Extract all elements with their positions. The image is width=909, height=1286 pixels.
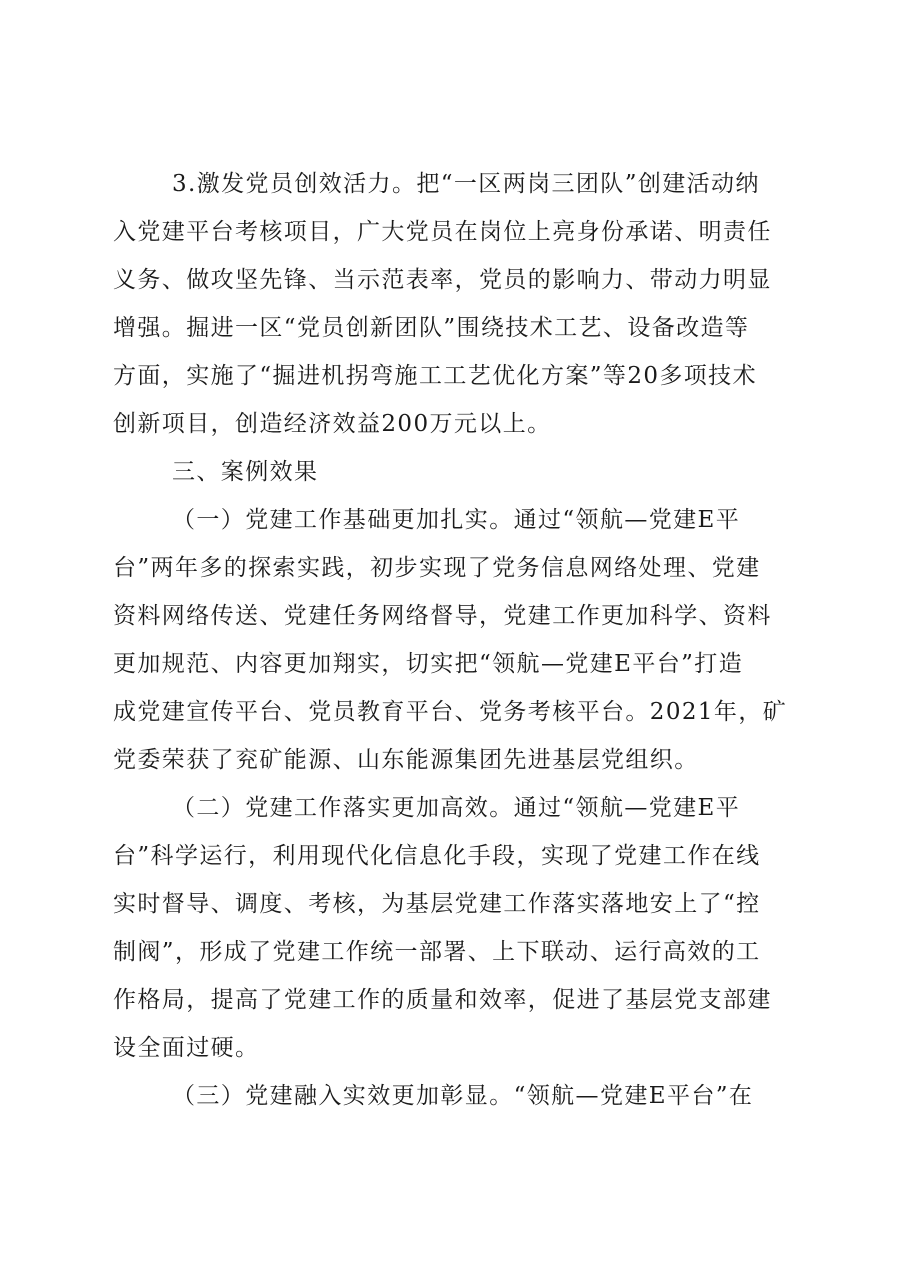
paragraph-line: 制阀”，形成了党建工作统一部署、上下联动、运行高效的工: [113, 939, 761, 965]
paragraph-line: 方面，实施了“掘进机拐弯施工工艺优化方案”等20多项技术: [113, 363, 757, 389]
paragraph-line: 党委荣获了兖矿能源、山东能源集团先进基层党组织。: [113, 747, 699, 773]
paragraph-line: 创新项目，创造经济效益200万元以上。: [113, 411, 552, 437]
paragraph-line: 成党建宣传平台、党员教育平台、党务考核平台。2021年，矿: [113, 699, 788, 725]
paragraph-line: 资料网络传送、党建任务网络督导，党建工作更加科学、资料: [113, 603, 772, 629]
paragraph-line: 义务、做攻坚先锋、当示范表率，党员的影响力、带动力明显: [113, 267, 772, 293]
paragraph-line: （三）党建融入实效更加彰显。“领航—党建E平台”在: [172, 1083, 754, 1109]
paragraph-line: 增强。掘进一区“党员创新团队”围绕技术工艺、设备改造等: [113, 315, 750, 341]
paragraph-line: 设全面过硬。: [113, 1035, 260, 1061]
paragraph-line: 更加规范、内容更加翔实，切实把“领航—党建E平台”打造: [113, 651, 744, 677]
paragraph-line: （二）党建工作落实更加高效。通过“领航—党建E平: [172, 795, 741, 821]
paragraph-line: （一）党建工作基础更加扎实。通过“领航—党建E平: [172, 507, 741, 533]
section-heading: 三、案例效果: [172, 459, 319, 485]
paragraph-line: 3.激发党员创效活力。把“一区两岗三团队”创建活动纳: [172, 171, 760, 197]
paragraph-line: 台”两年多的探索实践，初步实现了党务信息网络处理、党建: [113, 555, 761, 581]
paragraph-line: 台”科学运行，利用现代化信息化手段，实现了党建工作在线: [113, 843, 761, 869]
paragraph-line: 作格局，提高了党建工作的质量和效率，促进了基层党支部建: [113, 987, 772, 1013]
paragraph-line: 入党建平台考核项目，广大党员在岗位上亮身份承诺、明责任: [113, 219, 772, 245]
paragraph-line: 实时督导、调度、考核，为基层党建工作落实落地安上了“控: [113, 891, 761, 917]
